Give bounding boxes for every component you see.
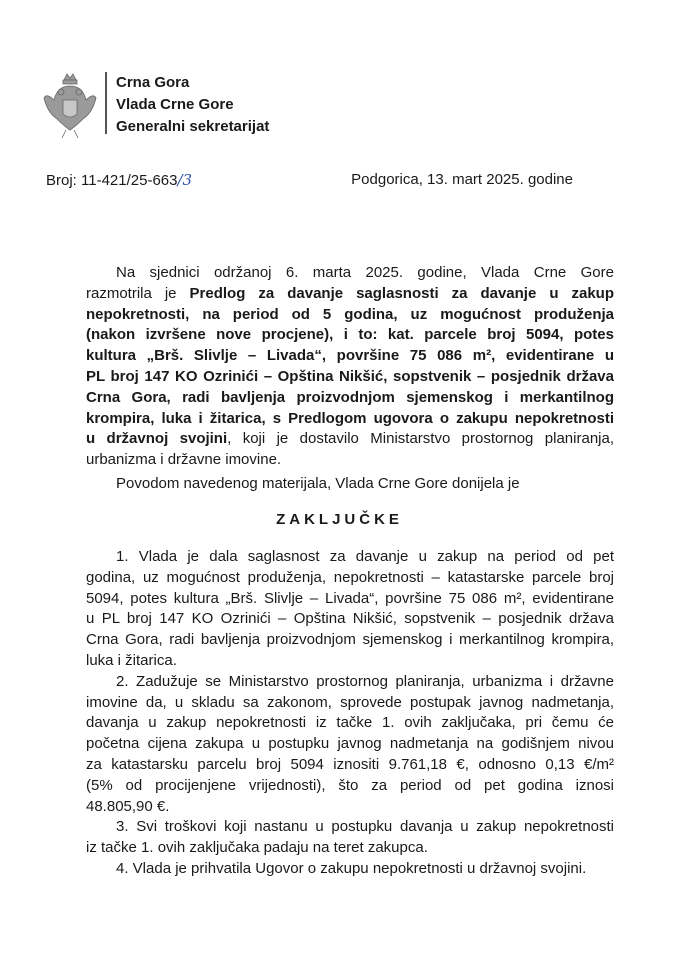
org-government: Vlada Crne Gore — [116, 96, 234, 113]
bold-text: krompira, luka i žitarica, s Predlogom ugovora o zakupu nepokretnosti — [86, 409, 614, 427]
intro-line — [86, 429, 614, 450]
header-divider — [105, 72, 107, 134]
intro-line — [86, 325, 614, 346]
text: razmotrila je — [86, 284, 190, 302]
intro-line — [86, 263, 614, 284]
montenegro-coat-of-arms-icon — [42, 70, 98, 140]
organization-header — [116, 72, 269, 138]
text: , koji je dostavilo Ministarstvo prostornog planiranja, — [227, 430, 614, 448]
conclusion-item — [86, 672, 614, 818]
conclusion-line: davanja u zakup nepokretnosti iz tačke 1. ovih zaključaka, pri čemu će — [86, 714, 614, 732]
intro-line — [86, 388, 614, 409]
conclusions-heading: ZAKLJUČKE — [276, 511, 403, 528]
bold-text: Predlog za davanje saglasnosti za davanje u zakup — [189, 284, 614, 302]
conclusion-line: 2. Zadužuje se Ministarstvo prostornog planiranja, urbanizma i državne — [116, 672, 614, 690]
conclusion-line: u PL broj 147 KO Ozrinići – Opština Nikšić, sopstvenik – posjednik država — [86, 610, 614, 628]
intro-line — [86, 367, 614, 388]
document-number-text: Broj: 11-421/25-663 — [46, 172, 178, 189]
org-country: Crna Gora — [116, 74, 190, 91]
text: urbanizma i državne imovine. — [86, 451, 282, 469]
intro-paragraph — [86, 263, 614, 471]
bold-text: kultura „Brš. Slivlje – Livada“, površine 75 086 m², evidentirane u — [86, 347, 614, 365]
place-date: Podgorica, 13. mart 2025. godine — [351, 171, 573, 188]
conclusion-line: (5% od procijenjene vrijednosti), što za period od pet godina iznosi — [86, 776, 614, 794]
text: Na sjednici održanoj 6. marta 2025. godine, Vlada Crne Gore — [116, 264, 614, 281]
conclusion-item — [86, 547, 614, 672]
bold-text: nepokretnosti, na period od 5 godina, uz mogućnost produženja — [86, 305, 614, 323]
handwritten-number-suffix: /3 — [177, 171, 193, 189]
lead-paragraph — [86, 474, 614, 495]
conclusion-line: iz tačke 1. ovih zaključaka padaju na teret zakupca. — [86, 839, 428, 857]
conclusion-line: 3. Svi troškovi koji nastanu u postupku davanja u zakup nepokretnosti — [116, 818, 614, 836]
document-number — [46, 171, 192, 189]
intro-line — [86, 305, 614, 326]
bold-text: (nakon izvršene nove procjene), i to: kat. parcele broj 5094, potes — [86, 326, 614, 344]
conclusion-line: početna cijena zakupa u postupku javnog nadmetanja na godišnjem nivou — [86, 735, 614, 753]
conclusions-list — [86, 547, 614, 880]
conclusion-line: luka i žitarica. — [86, 651, 177, 669]
intro-line — [86, 346, 614, 367]
lead-text: Povodom navedenog materijala, Vlada Crne Gore donijela je — [116, 475, 520, 492]
intro-line — [86, 450, 614, 471]
conclusion-line: Crna Gora, radi bavljenja proizvodnjom sjemenskog i merkantilnog krompira, — [86, 631, 614, 649]
conclusion-line: godina, uz mogućnost produženja, nepokretnosti – katastarske parcele broj — [86, 568, 614, 586]
conclusion-line: za katastarsku parcelu broj 5094 iznositi 9.761,18 €, odnosno 0,13 €/m² — [86, 755, 614, 773]
conclusion-line: 1. Vlada je dala saglasnost za davanje u zakup na period od pet — [116, 548, 614, 565]
conclusion-line: imovine da, u skladu sa zakonom, sprovede postupak javnog nadmetanja, — [86, 693, 614, 711]
intro-line — [86, 284, 614, 305]
bold-text: PL broj 147 KO Ozrinići – Opština Nikšić, sopstvenik – posjednik država — [86, 367, 614, 385]
intro-line — [86, 409, 614, 430]
conclusion-line: 5094, potes kultura „Brš. Slivlje – Livada“, površine 75 086 m², evidentirane — [86, 589, 614, 607]
conclusion-item — [86, 817, 614, 859]
conclusion-item — [86, 859, 614, 880]
conclusion-line: 4. Vlada je prihvatila Ugovor o zakupu nepokretnosti u državnoj svojini. — [116, 859, 587, 877]
conclusion-line: 48.805,90 €. — [86, 797, 170, 815]
bold-text: Crna Gora, radi bavljenja proizvodnjom sjemenskog i merkantilnog — [86, 388, 614, 406]
bold-text: u državnoj svojini — [86, 430, 228, 448]
org-department: Generalni sekretarijat — [116, 118, 270, 135]
